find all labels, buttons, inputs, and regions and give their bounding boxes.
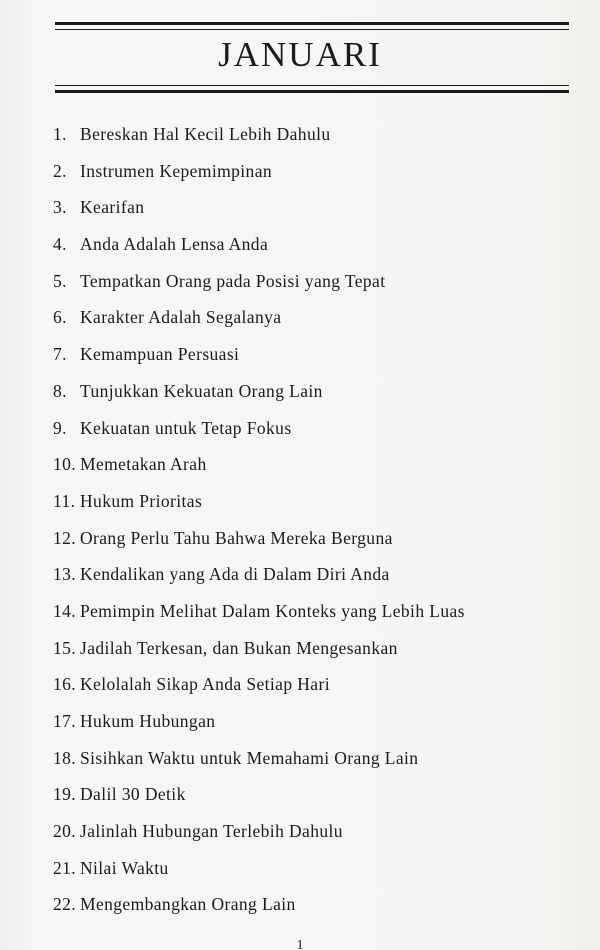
list-item-number: 16. [53,674,77,695]
list-item-number: 17. [53,711,77,731]
list-item-number: 5. [53,270,67,291]
list-item [53,299,573,336]
list-item-title: Anda Adalah Lensa Anda [80,234,269,255]
list-item-number: 6. [53,307,67,328]
list-item [53,666,573,703]
list-item [53,776,573,813]
list-item-number: 14. [53,600,77,621]
rule-thick-line [55,22,569,25]
list-item-title: Tempatkan Orang pada Posisi yang Tepat [80,270,386,291]
bottom-double-rule [55,85,569,93]
list-item-title: Kearifan [80,197,145,218]
list-item [53,556,573,593]
list-item-number: 13. [53,564,77,585]
list-item [53,630,573,667]
list-item-title: Mengembangkan Orang Lain [80,894,296,915]
list-item-title: Instrumen Kepemimpinan [80,160,273,181]
list-item-number: 4. [53,234,67,255]
list-item-title: Bereskan Hal Kecil Lebih Dahulu [80,124,331,144]
list-item-title: Pemimpin Melihat Dalam Konteks yang Lebih Luas [80,600,465,621]
list-item [53,483,573,520]
list-item [53,520,573,557]
list-item [53,813,573,850]
list-item [53,850,573,887]
rule-thin-line [55,85,569,86]
list-item [53,116,573,153]
list-item-number: 8. [53,380,67,401]
list-item-title: Hukum Hubungan [80,711,216,731]
page-title: JANUARI [218,35,382,74]
list-item [53,886,573,923]
rule-thick-line [55,90,569,93]
list-item-number: 10. [53,454,77,475]
page-number: 1 [296,938,304,950]
list-item-number: 20. [53,821,77,842]
list-item-title: Dalil 30 Detik [80,784,186,805]
list-item-number: 22. [53,894,77,915]
list-item-number: 3. [53,197,67,218]
table-of-contents [53,116,573,923]
list-item-number: 1. [53,124,67,144]
list-item [53,446,573,483]
list-item [53,263,573,300]
list-item [53,336,573,373]
list-item-title: Hukum Prioritas [80,490,203,511]
list-item-title: Kelolalah Sikap Anda Setiap Hari [80,674,330,695]
list-item [53,593,573,630]
list-item [53,226,573,263]
list-item-title: Jalinlah Hubungan Terlebih Dahulu [80,821,343,842]
list-item-number: 12. [53,527,77,548]
list-item-number: 11. [53,490,76,511]
list-item-title: Karakter Adalah Segalanya [80,307,282,328]
list-item-title: Tunjukkan Kekuatan Orang Lain [80,380,323,401]
list-item-title: Memetakan Arah [80,454,207,475]
list-item-title: Kendalikan yang Ada di Dalam Diri Anda [80,564,390,585]
list-item [53,189,573,226]
list-item-number: 7. [53,344,67,365]
list-item [53,740,573,777]
list-item-title: Orang Perlu Tahu Bahwa Mereka Berguna [80,527,393,548]
list-item-number: 21. [53,857,77,878]
list-item-number: 18. [53,747,77,768]
list-item-number: 15. [53,637,77,658]
list-item-number: 19. [53,784,77,805]
list-item [53,410,573,447]
list-item-number: 9. [53,417,67,438]
list-item-title: Kemampuan Persuasi [80,344,240,365]
list-item [53,703,573,740]
list-item [53,373,573,410]
list-item-title: Sisihkan Waktu untuk Memahami Orang Lain [80,747,419,768]
list-item-title: Jadilah Terkesan, dan Bukan Mengesankan [80,637,398,658]
list-item [53,153,573,190]
list-item-title: Nilai Waktu [80,857,169,878]
top-double-rule [55,22,569,30]
list-item-title: Kekuatan untuk Tetap Fokus [80,417,292,438]
list-item-number: 2. [53,160,67,181]
